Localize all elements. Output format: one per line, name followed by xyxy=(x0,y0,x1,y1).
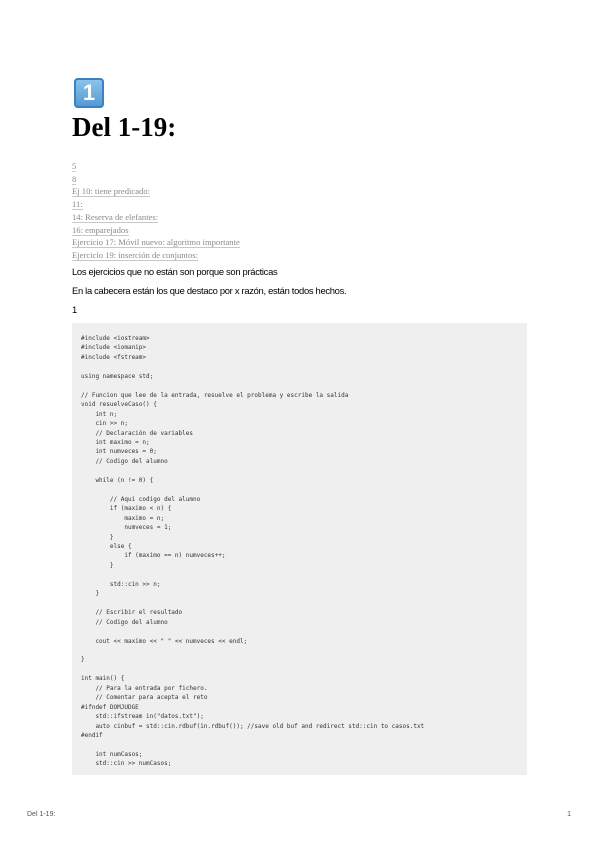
paragraph-note: Los ejercicios que no están son porque son prácticas xyxy=(72,266,278,277)
code-text: #include <iostream> #include <iomanip> #include <fstream> using namespace std; // Funcion que lee de la entrada, resuelve el problema y escribe la salida void resuelveCaso() { int n; cin >> n; // Declaración de variables int maximo = n; int numveces = 0; // Codigo del alumno while (n != 0) { // Aqui codigo del alumno if (maximo < n) { maximo = n; numveces = 1; } else { if (maximo == n) numveces++; } std::cin >> n; } // Escribir el resultado // Codigo del alumno cout << maximo << " " << numveces << endl; } int main() { // Para la entrada por fichero. // Comentar para acepta el reto #ifndef DOMJUDGE std::ifstream in("datos.txt"); auto cinbuf = std::cin.rdbuf(in.rdbuf()); //save old buf and redirect std::cin to casos.txt #endif int numCasos; std::cin >> numCasos; xyxy=(81,335,425,768)
toc-link[interactable]: 11: xyxy=(72,199,83,210)
toc-link[interactable]: 8 xyxy=(72,173,77,184)
paragraph-note: En la cabecera están los que destaco por x razón, están todos hechos. xyxy=(72,285,347,296)
footer-title: Del 1-19: xyxy=(27,811,56,818)
toc-link[interactable]: 5 xyxy=(72,161,77,171)
footer-page-number: 1 xyxy=(567,811,571,818)
toc-link[interactable]: Ej 10: tiene predicado: xyxy=(72,186,151,197)
keycap-digit-one-emoji: 1 xyxy=(74,78,104,108)
toc-link[interactable]: 16: emparejados xyxy=(72,224,129,235)
page-title: Del 1-19: xyxy=(72,112,177,142)
code-block xyxy=(72,323,527,775)
paragraph-number: 1 xyxy=(72,304,77,315)
toc-list xyxy=(72,160,240,262)
toc-link[interactable]: Ejercicio 17: Móvil nuevo: algoritmo importante xyxy=(72,237,240,248)
toc-link[interactable]: Ejercicio 19: inserción de conjuntos: xyxy=(72,249,199,260)
toc-link[interactable]: 14: Reserva de elefantes: xyxy=(72,211,159,222)
